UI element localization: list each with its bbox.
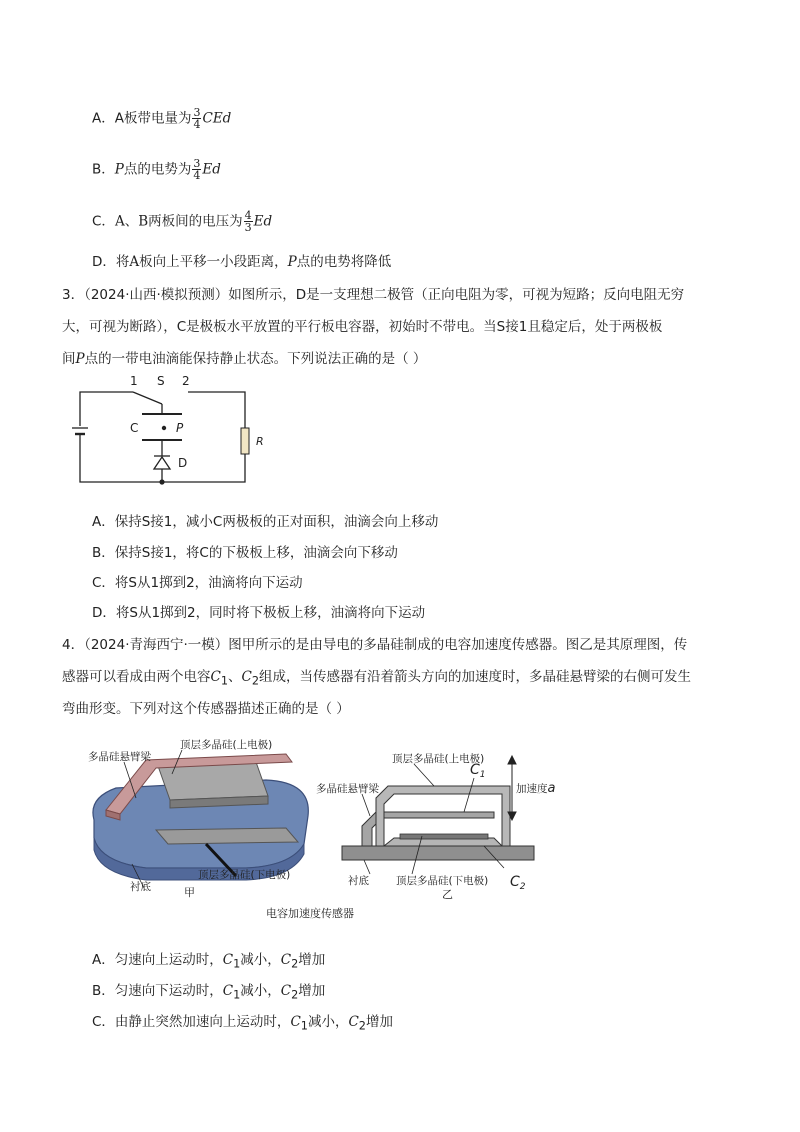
point-p-label: P: [176, 421, 184, 435]
q2-option-c: C．A、B两板间的电压为 $\frac{4}{3}$ Ed: [92, 209, 273, 234]
q4-option-b: B．匀速向下运动时，$C_1$减小，$C_2$增加: [92, 983, 326, 1002]
q4-stem-line3: 弯曲形变。下列对这个传感器描述正确的是（ ）: [62, 701, 350, 717]
label-cantilever: 多晶硅悬臂梁: [88, 751, 151, 763]
q3-option-c: C．将S从1掷到2，油滴将向下运动: [92, 575, 303, 591]
capacitor-label: C: [130, 421, 139, 435]
switch-pos-1-label: 1: [130, 374, 138, 388]
q4-stem-line2: 感器可以看成由两个电容$C_1$、$C_2$组成，当传感器有沿着箭头方向的加速度时，多晶硅悬臂梁的右侧可发生: [62, 669, 692, 688]
q3-circuit-diagram: [70, 372, 280, 490]
q3-option-d: D．将S从1掷到2，同时将下极板上移，油滴将向下运动: [92, 605, 426, 621]
label-c1: $C_1$: [470, 762, 486, 780]
q4-figure-left: [86, 738, 316, 900]
resistor-label: R: [256, 435, 264, 448]
label-top-electrode: 顶层多晶硅(上电极): [392, 753, 485, 765]
q3-stem-line2: 大，可视为断路），C是极板水平放置的平行板电容器，初始时不带电。当S接1且稳定后，处于两极板: [62, 319, 663, 335]
q2-option-a: A．A板带电量为 $\frac{3}{4}$ CEd: [92, 106, 232, 131]
q3-stem-line1: 3．（2024·山西·模拟预测）如图所示，D是一支理想二极管（正向电阻为零，可视为短路；反向电阻无穷: [62, 287, 685, 303]
q3-option-b: B．保持S接1，将C的下极板上移，油滴会向下移动: [92, 545, 398, 561]
resistor-icon: [241, 428, 249, 454]
diode-label: D: [178, 456, 188, 470]
switch-label: S: [157, 374, 165, 388]
q4-option-a: A．匀速向上运动时，$C_1$减小，$C_2$增加: [92, 952, 326, 971]
caption-jia: 甲: [184, 886, 195, 899]
label-c2: $C_2$: [510, 874, 526, 892]
q4-stem-line1: 4．（2024·青海西宁·一模）图甲所示的是由导电的多晶硅制成的电容加速度传感器。图乙是其原理图，传: [62, 637, 688, 653]
fraction: $\frac{3}{4}$: [193, 157, 201, 182]
label-bottom-electrode: 顶层多晶硅(下电极): [198, 869, 291, 881]
battery-icon: [72, 428, 88, 442]
oil-drop-dot: [162, 426, 166, 430]
label-cantilever: 多晶硅悬臂梁: [316, 783, 379, 795]
q3-option-a: A．保持S接1，减小C两极板的正对面积，油滴会向上移动: [92, 514, 439, 530]
q3-stem-line3: 间P点的一带电油滴能保持静止状态。下列说法正确的是（ ）: [62, 351, 427, 367]
label-substrate: 衬底: [348, 875, 369, 887]
fraction: $\frac{3}{4}$: [193, 106, 201, 131]
label-acceleration: 加速度a: [516, 781, 556, 796]
switch-pos-2-label: 2: [182, 374, 190, 388]
q2-option-d: D．将A板向上平移一小段距离，P点的电势将降低: [92, 254, 392, 270]
diode-icon: [154, 457, 170, 469]
label-bottom-electrode: 顶层多晶硅(下电极): [396, 875, 489, 887]
fraction: $\frac{4}{3}$: [244, 209, 252, 234]
label-top-electrode: 顶层多晶硅(上电极): [180, 739, 273, 751]
label-substrate: 衬底: [130, 881, 151, 893]
q4-figure-right: [316, 742, 564, 902]
q4-figure-caption: 电容加速度传感器: [266, 907, 354, 920]
q4-option-c: C．由静止突然加速向上运动时，$C_1$减小，$C_2$增加: [92, 1014, 393, 1033]
q2-option-b: B．P点的电势为 $\frac{3}{4}$ Ed: [92, 157, 221, 182]
caption-yi: 乙: [442, 888, 453, 901]
